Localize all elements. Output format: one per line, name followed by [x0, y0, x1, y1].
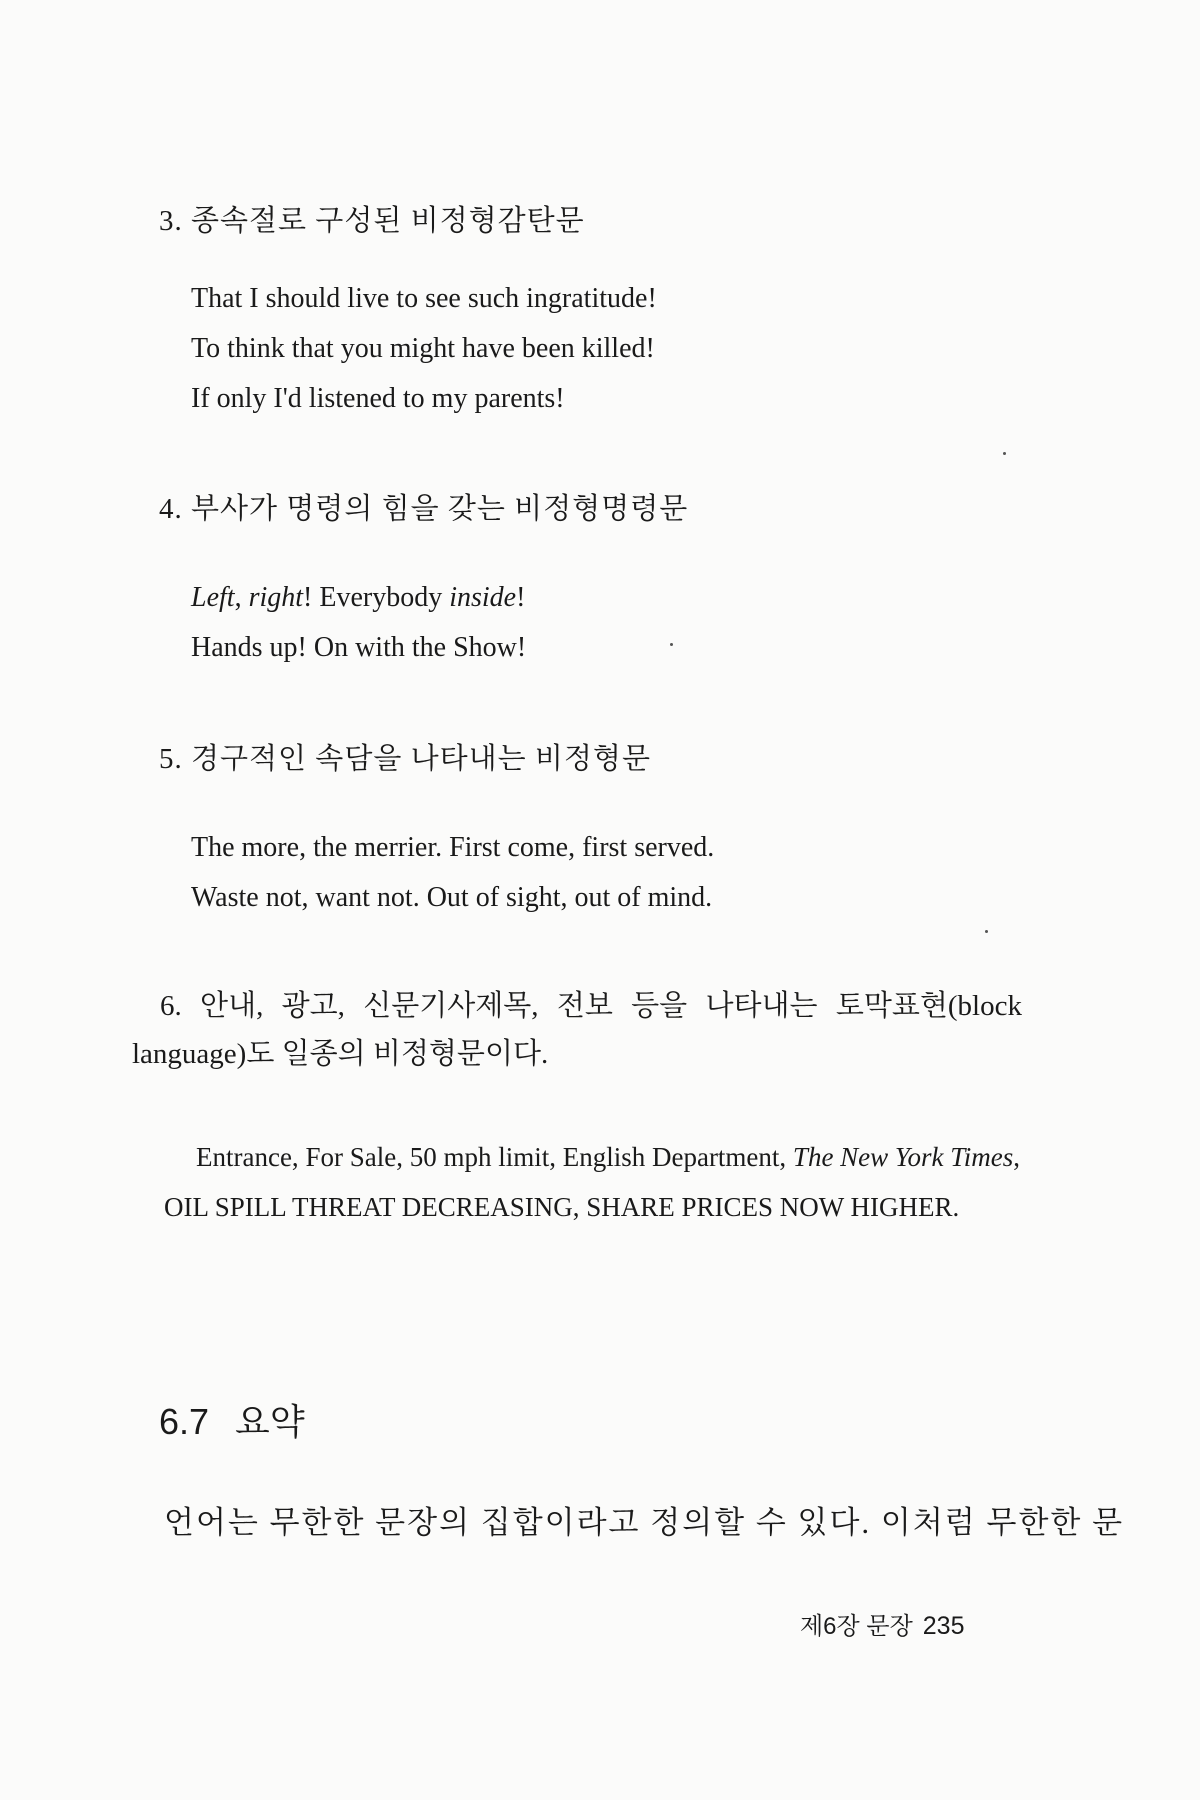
page-number: 235 — [922, 1612, 965, 1640]
scan-speck — [1003, 452, 1006, 455]
block-language-examples — [164, 1132, 1020, 1232]
section-6-paragraph — [132, 982, 1022, 1078]
chapter-label: 제6장 문장 — [800, 1613, 913, 1640]
text-run: ! Everybody — [303, 582, 450, 613]
example-line: If only I'd listened to my parents! — [191, 383, 565, 414]
italic-word: Left — [191, 582, 235, 613]
text-run: , — [234, 582, 249, 613]
italic-word: inside — [449, 582, 517, 613]
text-run: Entrance, For Sale, 50 mph limit, English Department, — [196, 1142, 793, 1172]
paragraph-text: 6. 안내, 광고, 신문기사제목, 전보 등을 나타내는 토막표현(block language)도 일종의 비정형문이다. — [132, 990, 1022, 1070]
example-line: To think that you might have been killed! — [191, 333, 655, 364]
italic-word: right — [248, 582, 304, 613]
example-line: Hands up! On with the Show! — [191, 632, 527, 663]
example-line — [191, 582, 525, 614]
section-title — [159, 1394, 305, 1445]
example-line: That I should live to see such ingratitude! — [191, 283, 657, 314]
page-footer — [800, 1606, 964, 1641]
section-title-text: 요약 — [235, 1401, 305, 1442]
italic-title: The New York Times — [792, 1142, 1014, 1172]
section-4-heading: 4. 부사가 명령의 힘을 갖는 비정형명령문 — [159, 493, 689, 525]
text-run: ! — [516, 582, 526, 613]
section-number: 6.7 — [159, 1401, 210, 1442]
example-line: Waste not, want not. Out of sight, out of mind. — [191, 882, 713, 913]
example-line: The more, the merrier. First come, first served. — [191, 832, 715, 863]
text-run: , OIL SPILL THREAT DECREASING, SHARE PRICES NOW HIGHER. — [164, 1142, 1020, 1222]
section-3-heading: 3. 종속절로 구성된 비정형감탄문 — [159, 205, 585, 237]
scan-speck — [985, 930, 988, 933]
scan-speck — [670, 643, 673, 646]
section-5-heading: 5. 경구적인 속담을 나타내는 비정형문 — [159, 743, 651, 775]
summary-paragraph: 언어는 무한한 문장의 집합이라고 정의할 수 있다. 이처럼 무한한 문 — [164, 1505, 1125, 1540]
